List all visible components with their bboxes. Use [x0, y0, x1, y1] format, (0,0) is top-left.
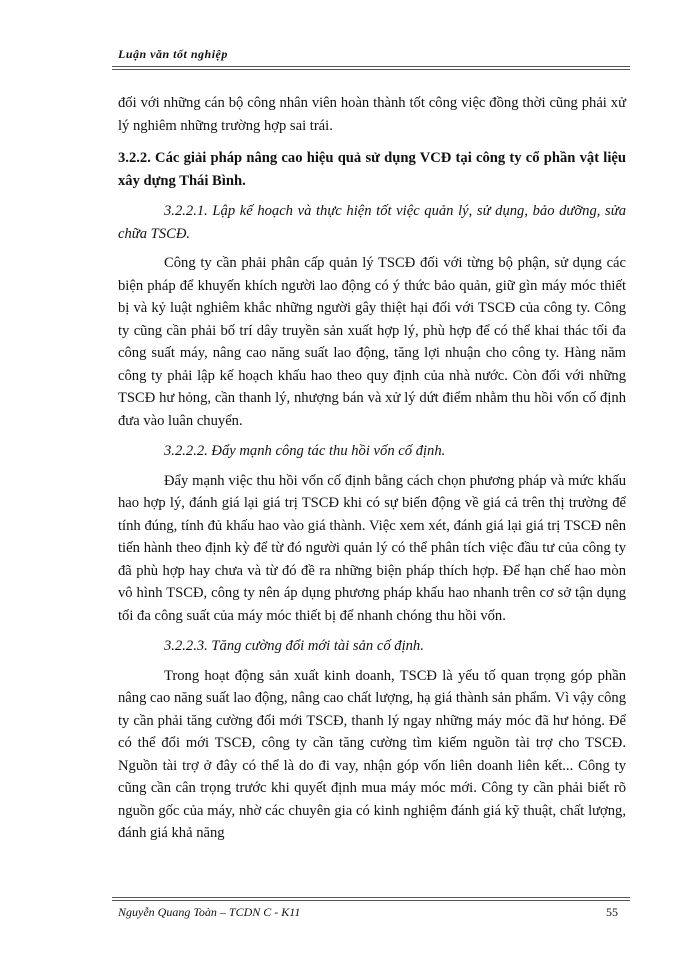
- running-header: Luận văn tốt nghiệp: [118, 47, 228, 61]
- page-body: [118, 92, 626, 845]
- subsection-heading-1: 3.2.2.1. Lập kế hoạch và thực hiện tốt việc quản lý, sử dụng, bảo dưỡng, sửa chữa TSCĐ.: [118, 203, 626, 242]
- subsection-paragraph-1: Công ty cần phải phân cấp quản lý TSCĐ đối với từng bộ phận, sử dụng các biện pháp để khuyến khích người lao động có ý thức bảo quản, giữ gìn máy móc thiết bị và kỷ luật nghiêm khắc những người gây thiệt hại đối với TSCĐ của công ty. Công ty cũng cần phải bố trí dây truyền sản xuất hợp lý, phù hợp để có thể khai thác tối đa công suất máy, nâng cao năng suất lao động, tăng lợi nhuận cho công ty. Hàng năm công ty phải lập kế hoạch khấu hao theo quy định của nhà nước. Còn đối với những TSCĐ hư hỏng, cần thanh lý, nhượng bán và xử lý dứt điểm nhằm thu hồi vốn cố định đưa vào luân chuyển.: [118, 255, 626, 429]
- footer-rule: [112, 897, 630, 898]
- header-rule-double: [112, 69, 630, 70]
- subsection-heading-3: 3.2.2.3. Tăng cường đổi mới tài sản cố định.: [164, 638, 424, 654]
- subsection-heading-2: 3.2.2.2. Đẩy mạnh công tác thu hồi vốn cố định.: [164, 443, 446, 459]
- subsection-paragraph-2: Đẩy mạnh việc thu hồi vốn cố định bằng cách chọn phương pháp và mức khấu hao hợp lý, đánh giá lại giá trị TSCĐ khi có sự biến động về giá cả trên thị trường để tính đúng, tính đủ khấu hao vào giá thành. Việc xem xét, đánh giá lại giá trị TSCĐ nên tiến hành theo định kỳ để từ đó người quản lý có thể phân tích việc đầu tư của công ty đã phù hợp hay chưa và từ đó đề ra những biện pháp thích hợp. Để hạn chế hao mòn vô hình TSCĐ, công ty nên áp dụng phương pháp khấu hao nhanh trên cơ sở tận dụng tối đa công suất của máy móc thiết bị để nhanh chóng thu hồi vốn.: [118, 472, 626, 624]
- section-heading: 3.2.2. Các giải pháp nâng cao hiệu quả sử dụng VCĐ tại công ty cổ phần vật liệu xây dựng Thái Bình.: [118, 150, 626, 189]
- footer-rule-double: [112, 900, 630, 901]
- intro-paragraph: đối với những cán bộ công nhân viên hoàn thành tốt công việc đồng thời cũng phải xử lý nghiêm những trường hợp sai trái.: [118, 95, 626, 134]
- subsection-paragraph-3: Trong hoạt động sản xuất kinh doanh, TSCĐ là yếu tố quan trọng góp phần nâng cao năng suất lao động, nâng cao chất lượng, hạ giá thành sản phẩm. Vì vậy công ty cần phải tăng cường đổi mới TSCĐ, thanh lý ngay những máy móc đã hư hỏng. Để có thể đổi mới TSCĐ, công ty cần tăng cường tìm kiếm nguồn tài trợ cho TSCĐ. Nguồn tài trợ ở đây có thể là do đi vay, nhận góp vốn liên doanh liên kết... Công ty cũng cần cân trọng trước khi quyết định mua máy móc mới. Công ty cần phải biết rõ nguồn gốc của máy, nhờ các chuyên gia có kinh nghiệm đánh giá kỹ thuật, chất lượng, đánh giá khả năng: [118, 667, 626, 841]
- header-rule: [112, 66, 630, 67]
- footer-author: Nguyễn Quang Toàn – TCDN C - K11: [118, 905, 301, 919]
- page-number: 55: [606, 905, 618, 919]
